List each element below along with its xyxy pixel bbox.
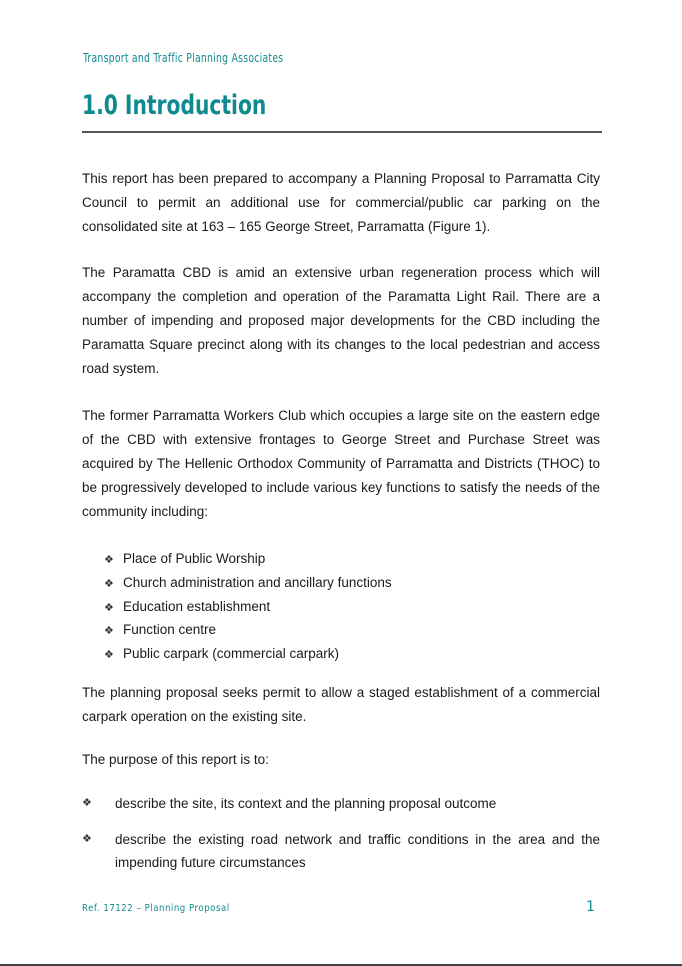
footer-reference: Ref. 17122 – Planning Proposal — [82, 903, 230, 914]
firm-name-header: Transport and Traffic Planning Associates — [83, 51, 284, 65]
bullet-icon: ❖ — [82, 797, 92, 809]
list-item — [104, 595, 392, 619]
list-item — [104, 547, 392, 571]
purposes-list — [82, 792, 600, 874]
list-item — [104, 618, 392, 642]
bullet-icon: ❖ — [82, 833, 92, 845]
functions-list — [104, 547, 392, 666]
list-item-text: Church administration and ancillary functions — [123, 574, 392, 590]
list-item — [82, 792, 600, 815]
list-item — [104, 642, 392, 666]
paragraph-intro: This report has been prepared to accompany a Planning Proposal to Parramatta City Council to permit an additional use for commercial/public car parking on the consolidated site at 163 – 165 George Street, Parramatta (Figure 1). — [82, 171, 600, 234]
bullet-icon: ❖ — [104, 649, 114, 662]
list-item-text: Education establishment — [123, 598, 271, 614]
list-item-text: Public carpark (commercial carpark) — [123, 646, 340, 662]
bullet-icon: ❖ — [104, 577, 114, 590]
list-item — [104, 571, 392, 595]
section-heading: 1.0 Introduction — [82, 90, 267, 121]
paragraph-cbd: The Paramatta CBD is amid an extensive urban regeneration process which will accompany the completion and operation of the Paramatta Light Rail. There are a number of impending and proposed major developments for the CBD including the Paramatta Square precinct along with its changes to the local pedestrian and access road system. — [82, 265, 600, 376]
paragraph-purpose: The purpose of this report is to: — [82, 752, 269, 767]
page-number: 1 — [586, 899, 595, 915]
list-item-text: describe the site, its context and the planning proposal outcome — [115, 796, 497, 811]
bullet-icon: ❖ — [104, 554, 114, 566]
list-item-text: Function centre — [123, 622, 217, 638]
bullet-icon: ❖ — [104, 601, 114, 614]
list-item — [82, 828, 600, 874]
list-item-text: Place of Public Worship — [123, 551, 266, 566]
list-item-text: describe the existing road network and traffic conditions in the area and the impending future circumstances — [115, 832, 600, 870]
paragraph-proposal: The planning proposal seeks permit to allow a staged establishment of a commercial carpark operation on the existing site. — [82, 685, 600, 724]
bullet-icon: ❖ — [104, 625, 114, 638]
paragraph-workers-club: The former Parramatta Workers Club which occupies a large site on the eastern edge of the CBD with extensive frontages to George Street and Purchase Street was acquired by The Hellenic Orthodox Community of Parramatta and Districts (THOC) to be progressively developed to include various key functions to satisfy the needs of the community including: — [82, 408, 600, 519]
heading-divider — [82, 131, 602, 133]
